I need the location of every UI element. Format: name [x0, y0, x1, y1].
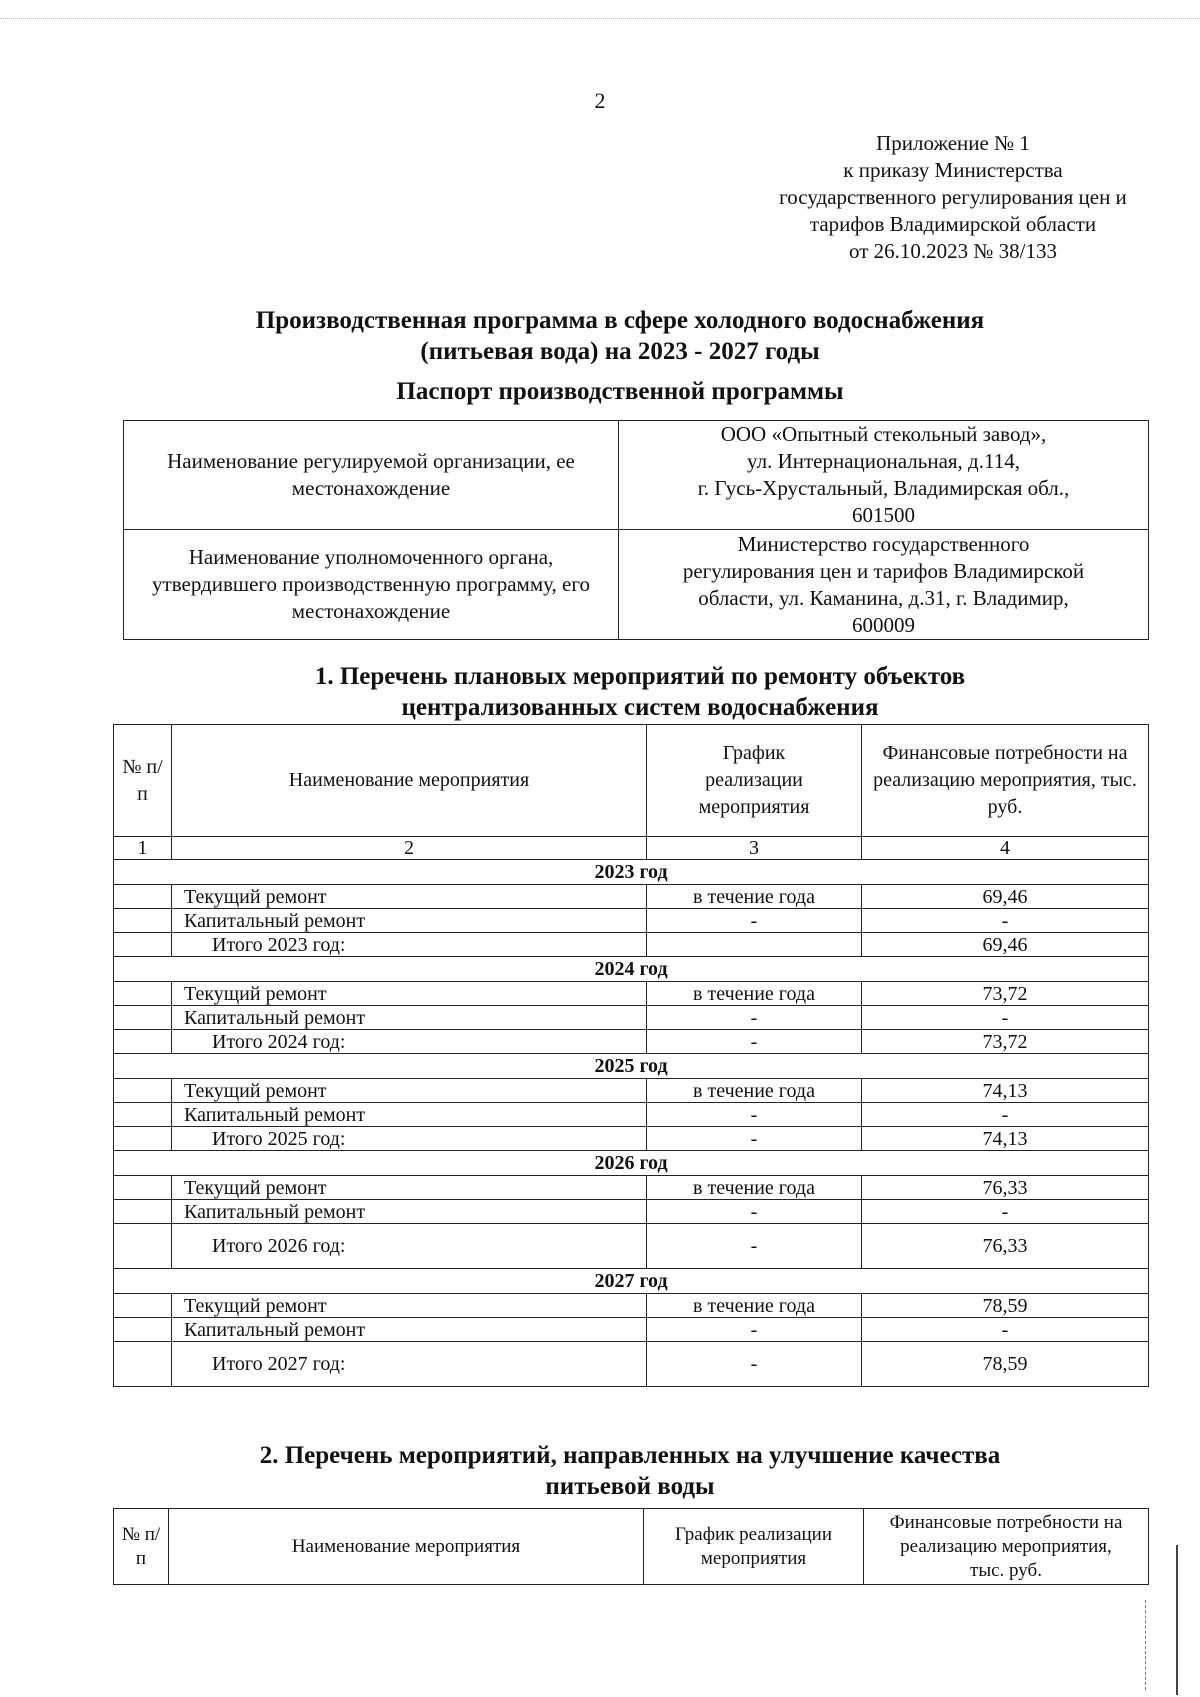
- cell-schedule: -: [647, 1224, 862, 1269]
- cell-value: -: [862, 1318, 1149, 1342]
- cell-num: [114, 885, 172, 909]
- table-row: [114, 1006, 1149, 1030]
- scan-margin-line: [1176, 1545, 1178, 1695]
- cell-schedule: в течение года: [647, 1176, 862, 1200]
- table-row: [114, 1127, 1149, 1151]
- cell-num: [114, 1342, 172, 1387]
- cell-value: 78,59: [862, 1294, 1149, 1318]
- column-number: 1: [114, 837, 172, 860]
- cell-name: Капитальный ремонт: [172, 1103, 647, 1127]
- page-number: 2: [594, 88, 606, 113]
- header-schedule: График реализации мероприятия: [647, 725, 862, 837]
- cell-schedule: -: [647, 1342, 862, 1387]
- quality-table: [113, 1508, 1149, 1585]
- cell-num: [114, 1006, 172, 1030]
- cell-schedule: -: [647, 1200, 862, 1224]
- value-line: 601500: [852, 503, 915, 527]
- title-line: (питьевая вода) на 2023 - 2027 годы: [420, 338, 820, 365]
- table-row: [114, 1342, 1149, 1387]
- value-line: 600009: [852, 612, 915, 637]
- cell-schedule: в течение года: [647, 1294, 862, 1318]
- cell-num: [114, 1176, 172, 1200]
- appendix-line: к приказу Министерства: [843, 158, 1063, 182]
- scan-margin-dots: [1145, 1600, 1147, 1690]
- passport-label: Наименование уполномоченного органа, утвердившего производственную программу, его местонахождение: [124, 530, 619, 640]
- appendix-line: тарифов Владимирской области: [809, 212, 1097, 236]
- cell-value: 76,33: [862, 1224, 1149, 1269]
- cell-num: [114, 1294, 172, 1318]
- cell-value: 74,13: [862, 1127, 1149, 1151]
- year-row: [114, 957, 1149, 982]
- cell-schedule: в течение года: [647, 982, 862, 1006]
- column-numbers-row: [114, 837, 1149, 860]
- year-row: [114, 1269, 1149, 1294]
- cell-value: -: [862, 1006, 1149, 1030]
- section-title-line: централизованных систем водоснабжения: [401, 694, 879, 721]
- cell-schedule: -: [647, 1103, 862, 1127]
- cell-schedule: -: [647, 909, 862, 933]
- appendix-line: от 26.10.2023 № 38/133: [848, 239, 1058, 263]
- cell-schedule: [647, 933, 862, 957]
- year-row: [114, 860, 1149, 885]
- table-row: [114, 1294, 1149, 1318]
- cell-value: 78,59: [862, 1342, 1149, 1387]
- header-finance: Финансовые потребности на реализацию мероприятия, тыс. руб.: [862, 725, 1149, 837]
- header-name: Наименование мероприятия: [169, 1509, 644, 1585]
- cell-schedule: -: [647, 1127, 862, 1151]
- value-line: области, ул. Каманина, д.31, г. Владимир,: [698, 585, 1069, 610]
- table-row: [114, 1103, 1149, 1127]
- cell-name: Итого 2026 год:: [172, 1224, 647, 1269]
- table-row: [114, 1318, 1149, 1342]
- year-label: 2027 год: [114, 1269, 1149, 1294]
- table-row: [114, 1030, 1149, 1054]
- cell-name: Итого 2027 год:: [172, 1342, 647, 1387]
- passport-value: [619, 530, 1149, 640]
- header-finance: Финансовые потребности на реализацию мероприятия, тыс. руб.: [864, 1509, 1149, 1585]
- passport-heading: Паспорт производственной программы: [396, 378, 844, 405]
- section1-title: [180, 661, 1100, 723]
- title-line: Производственная программа в сфере холодного водоснабжения: [255, 307, 985, 334]
- cell-name: Капитальный ремонт: [172, 1006, 647, 1030]
- cell-num: [114, 1200, 172, 1224]
- table-row: [114, 885, 1149, 909]
- cell-name: Итого 2024 год:: [172, 1030, 647, 1054]
- table-row: [114, 933, 1149, 957]
- repairs-table: [113, 724, 1149, 1387]
- table-row: [114, 1200, 1149, 1224]
- header-num: № п/п: [114, 1509, 169, 1585]
- cell-value: 73,72: [862, 1030, 1149, 1054]
- value-line: Министерство государственного: [737, 531, 1030, 556]
- header-name: Наименование мероприятия: [172, 725, 647, 837]
- year-row: [114, 1151, 1149, 1176]
- repairs-table-body: [114, 725, 1149, 1387]
- passport-table: [123, 420, 1149, 640]
- cell-num: [114, 1224, 172, 1269]
- document-title: [110, 305, 1130, 367]
- passport-label: Наименование регулируемой организации, ее местонахождение: [124, 421, 619, 530]
- header-num: № п/п: [114, 725, 172, 837]
- table-row: [114, 1176, 1149, 1200]
- cell-name: Капитальный ремонт: [172, 909, 647, 933]
- cell-schedule: в течение года: [647, 1079, 862, 1103]
- cell-value: 69,46: [862, 933, 1149, 957]
- appendix-note: [703, 130, 1200, 265]
- cell-value: -: [862, 1103, 1149, 1127]
- cell-name: Текущий ремонт: [172, 1079, 647, 1103]
- passport-row: [124, 530, 1149, 640]
- cell-name: Итого 2025 год:: [172, 1127, 647, 1151]
- cell-num: [114, 1079, 172, 1103]
- table-header-row: [114, 725, 1149, 837]
- cell-name: Капитальный ремонт: [172, 1318, 647, 1342]
- cell-name: Текущий ремонт: [172, 982, 647, 1006]
- year-label: 2023 год: [114, 860, 1149, 885]
- cell-schedule: -: [647, 1006, 862, 1030]
- cell-num: [114, 982, 172, 1006]
- passport-row: [124, 421, 1149, 530]
- cell-value: 69,46: [862, 885, 1149, 909]
- column-number: 3: [647, 837, 862, 860]
- value-line: регулирования цен и тарифов Владимирской: [682, 558, 1085, 583]
- cell-num: [114, 933, 172, 957]
- passport-value: [619, 421, 1149, 530]
- scan-top-edge: [0, 0, 1200, 19]
- column-number: 2: [172, 837, 647, 860]
- cell-schedule: -: [647, 1030, 862, 1054]
- table-row: [114, 1224, 1149, 1269]
- cell-name: Итого 2023 год:: [172, 933, 647, 957]
- cell-schedule: в течение года: [647, 885, 862, 909]
- cell-value: -: [862, 1200, 1149, 1224]
- cell-name: Текущий ремонт: [172, 885, 647, 909]
- cell-name: Текущий ремонт: [172, 1294, 647, 1318]
- year-label: 2025 год: [114, 1054, 1149, 1079]
- cell-num: [114, 909, 172, 933]
- year-label: 2026 год: [114, 1151, 1149, 1176]
- column-number: 4: [862, 837, 1149, 860]
- cell-value: 76,33: [862, 1176, 1149, 1200]
- value-line: ООО «Опытный стекольный завод»,: [720, 422, 1047, 446]
- cell-name: Капитальный ремонт: [172, 1200, 647, 1224]
- section-title-line: питьевой воды: [545, 1473, 715, 1500]
- value-line: г. Гусь-Хрустальный, Владимирская обл.,: [697, 476, 1070, 500]
- section2-title: [110, 1440, 1150, 1502]
- section-title-line: 1. Перечень плановых мероприятий по ремонту объектов: [314, 663, 966, 690]
- table-row: [114, 909, 1149, 933]
- appendix-line: Приложение № 1: [876, 131, 1030, 155]
- cell-schedule: -: [647, 1318, 862, 1342]
- cell-value: 74,13: [862, 1079, 1149, 1103]
- section-title-line: 2. Перечень мероприятий, направленных на улучшение качества: [259, 1442, 1001, 1469]
- year-row: [114, 1054, 1149, 1079]
- table-row: [114, 1079, 1149, 1103]
- appendix-line: государственного регулирования цен и: [779, 185, 1127, 209]
- header-schedule: График реализации мероприятия: [644, 1509, 864, 1585]
- cell-num: [114, 1318, 172, 1342]
- table-header-row: [114, 1509, 1149, 1585]
- year-label: 2024 год: [114, 957, 1149, 982]
- table-row: [114, 982, 1149, 1006]
- cell-value: 73,72: [862, 982, 1149, 1006]
- cell-num: [114, 1030, 172, 1054]
- cell-num: [114, 1103, 172, 1127]
- value-line: ул. Интернациональная, д.114,: [747, 449, 1020, 473]
- cell-value: -: [862, 909, 1149, 933]
- cell-num: [114, 1127, 172, 1151]
- cell-name: Текущий ремонт: [172, 1176, 647, 1200]
